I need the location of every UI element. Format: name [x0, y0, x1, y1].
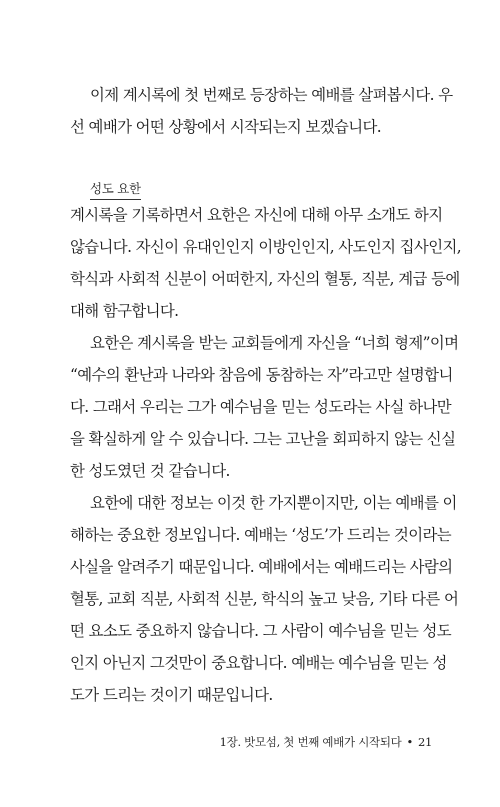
footer-bullet: • [406, 735, 413, 749]
chapter-title: 1장. 밧모섬, 첫 번째 예배가 시작되다 [219, 735, 402, 749]
paragraph-1-line-1: 계시록을 기록하면서 요한은 자신에 대해 아무 소개도 하지 [70, 206, 443, 224]
section-heading-text: 성도 요한 [90, 181, 141, 196]
paragraph-1-line-3: 학식과 사회적 신분이 어떠한지, 자신의 혈통, 직분, 계급 등에 [70, 270, 460, 288]
paragraph-2-line-3: 다. 그래서 우리는 그가 예수님을 믿는 성도라는 사실 하나만 [70, 398, 452, 416]
paragraph-2-line-2: “예수의 환난과 나라와 참음에 동참하는 자”라고만 설명합니 [70, 366, 453, 384]
paragraph-1-line-2: 않습니다. 자신이 유대인인지 이방인인지, 사도인지 집사인지, [70, 238, 462, 256]
section-heading [90, 179, 141, 197]
intro-line-1: 이제 계시록에 첫 번째로 등장하는 예배를 살펴봅시다. 우 [90, 86, 453, 104]
paragraph-3-line-7: 도가 드리는 것이기 때문입니다. [70, 686, 273, 704]
section-heading-underline [90, 199, 141, 200]
page-number: 21 [417, 735, 432, 749]
paragraph-3-line-6: 인지 아닌지 그것만이 중요합니다. 예배는 예수님을 믿는 성 [70, 654, 447, 672]
running-footer [220, 734, 432, 750]
paragraph-1-line-4: 대해 함구합니다. [70, 302, 179, 320]
paragraph-2-line-5: 한 성도였던 것 같습니다. [70, 462, 230, 480]
paragraph-2-line-4: 을 확실하게 알 수 있습니다. 그는 고난을 회피하지 않는 신실 [70, 430, 456, 448]
paragraph-2-line-1: 요한은 계시록을 받는 교회들에게 자신을 “너희 형제”이며 [90, 334, 459, 352]
paragraph-3-line-1: 요한에 대한 정보는 이것 한 가지뿐이지만, 이는 예배를 이 [90, 494, 457, 512]
paragraph-3-line-2: 해하는 중요한 정보입니다. 예배는 ‘성도’가 드리는 것이라는 [70, 526, 452, 544]
intro-line-2: 선 예배가 어떤 상황에서 시작되는지 보겠습니다. [70, 118, 382, 136]
paragraph-3-line-4: 혈통, 교회 직분, 사회적 신분, 학식의 높고 낮음, 기타 다른 어 [70, 590, 459, 608]
paragraph-3-line-5: 떤 요소도 중요하지 않습니다. 그 사람이 예수님을 믿는 성도 [70, 622, 452, 640]
paragraph-3-line-3: 사실을 알려주기 때문입니다. 예배에서는 예배드리는 사람의 [70, 558, 453, 576]
